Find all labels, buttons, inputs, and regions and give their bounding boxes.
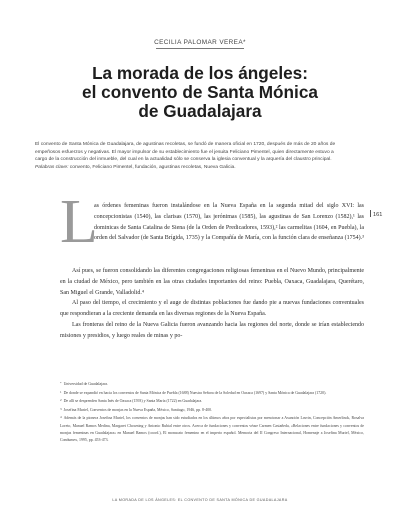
footnote-mark: 3	[60, 406, 62, 411]
title-line-1: La morada de los ángeles:	[92, 63, 308, 83]
footnotes	[60, 380, 364, 445]
footnote	[60, 414, 364, 444]
footnote-mark: *	[60, 381, 62, 385]
page-number-bar	[370, 210, 371, 217]
footnote	[60, 397, 364, 405]
abstract-text: El convento de Santa Mónica de Guadalajara, de agustinas recoletas, se fundó de manera oficial en 1720, después de más de 20 años de empeñosos esfuerzos y negativas. El mayor impulsor de su establecimiento fue el jesuita Feliciano Pimentel, quien directamente estuvo a cargo de la construcción del inmueble, del cual en la actualidad sólo se conserva la iglesia conventual y la arquería del claustro principal.	[35, 142, 336, 163]
author-divider	[156, 48, 244, 49]
running-footer: LA MORADA DE LOS ÁNGELES: EL CONVENTO DE SANTA MÓNICA DE GUADALAJARA	[112, 498, 288, 502]
paragraph-1: as órdenes femeninas fueron instalándose en la Nueva España en la segunda mitad del siglo XVI: las concepcionistas (1540), las clarisas (1570), las jerónimas (1585), las agustinas de San Lorenzo (1582),¹ las dominicas de Santa Catalina de Siena (de la Orden de Predicadores, 1593),² las carmelitas (1604, en Puebla), la orden del Salvador (de Santa Brígida, 1735) y la Compañía de María, con la función clara de enseñanza (1754).³	[94, 203, 364, 242]
paragraph-3: Al paso del tiempo, el crecimiento y el auge de distintas poblaciones fue dando pie a nuevas fundaciones conventuales que respondieran a la creciente demanda en las diversas regiones de la Nueva España.	[60, 300, 364, 318]
footnote-mark: 2	[60, 398, 62, 403]
footnote	[60, 406, 364, 414]
body-text	[60, 266, 364, 342]
author-name: CECILIA PALOMAR VEREA*	[154, 39, 246, 46]
title-line-3: de Guadalajara	[138, 101, 262, 121]
page-number-text: 161	[373, 212, 383, 218]
article-title	[40, 64, 360, 121]
footnote-text: De allí se desprenden Santa Inés de Oaxaca (1593) y Santa María (1722) en Guadalajara.	[63, 399, 203, 404]
footnote-text: Universidad de Guadalajara.	[63, 382, 108, 386]
drop-cap: L	[60, 188, 98, 256]
keywords-text: convento, Feliciano Pimentel, fundación, agustinas recoletas, Nueva Galicia.	[69, 164, 236, 170]
footnote-mark: 1	[60, 389, 62, 394]
abstract	[35, 141, 345, 171]
footnote-mark: 4	[60, 415, 62, 420]
footnote-text: De donde se expandió en hacia los conventos de Santa Mónica de Puebla (1688) Nuestra Señora de la Soledad en Oaxaca (1697) y Santa Mónica de Guadalajara (1720).	[63, 390, 327, 395]
page-number	[370, 210, 382, 218]
footnote-text: Josefina Muriel, Conventos de monjas en la Nueva España, México, Santiago, 1946, pp. 8-400.	[63, 407, 213, 412]
keywords-label: Palabras clave:	[35, 164, 69, 170]
keywords-line	[35, 164, 345, 172]
title-line-2: el convento de Santa Mónica	[82, 82, 318, 102]
footnote	[60, 389, 364, 397]
footnote-text: Además de la pionera Josefina Muriel, los conventos de monjas han sido estudiados en los últimos años por especialistas por mencionar a Asunción Lavrin, Concepción Amerlinck, Rosalva Loreto, Manuel Ramos Medina, Margaret Chowning y Antonio Rubial entre otros. Acerca de fundaciones y conventos véase Carmen Castañeda, «Relaciones entre fundaciones y conventos de monjas femeninas en Guadalajara» en Manuel Ramos (coord.), El monacato femenino en el imperio español. Memoria del II Congreso Internacional, Homenaje a Josefina Muriel, México, Condumex, 1995, pp. 453-473.	[60, 416, 364, 442]
paragraph-2: Así pues, se fueron consolidando las diferentes congregaciones religiosas femeninas en el Nuevo Mundo, principalmente en la ciudad de México, pero también en las otras ciudades importantes del reino: Puebla, Oaxaca, Guadalajara, Querétaro, San Miguel el Grande, Valladolid.⁴	[60, 268, 364, 296]
paragraph-4: Las fronteras del reino de la Nueva Galicia fueron avanzando hacia las regiones del norte, donde se irían estableciendo misiones y presidios, y luego reales de minas y po-	[60, 321, 364, 339]
body-first-paragraph	[94, 201, 364, 244]
footnote	[60, 380, 364, 388]
